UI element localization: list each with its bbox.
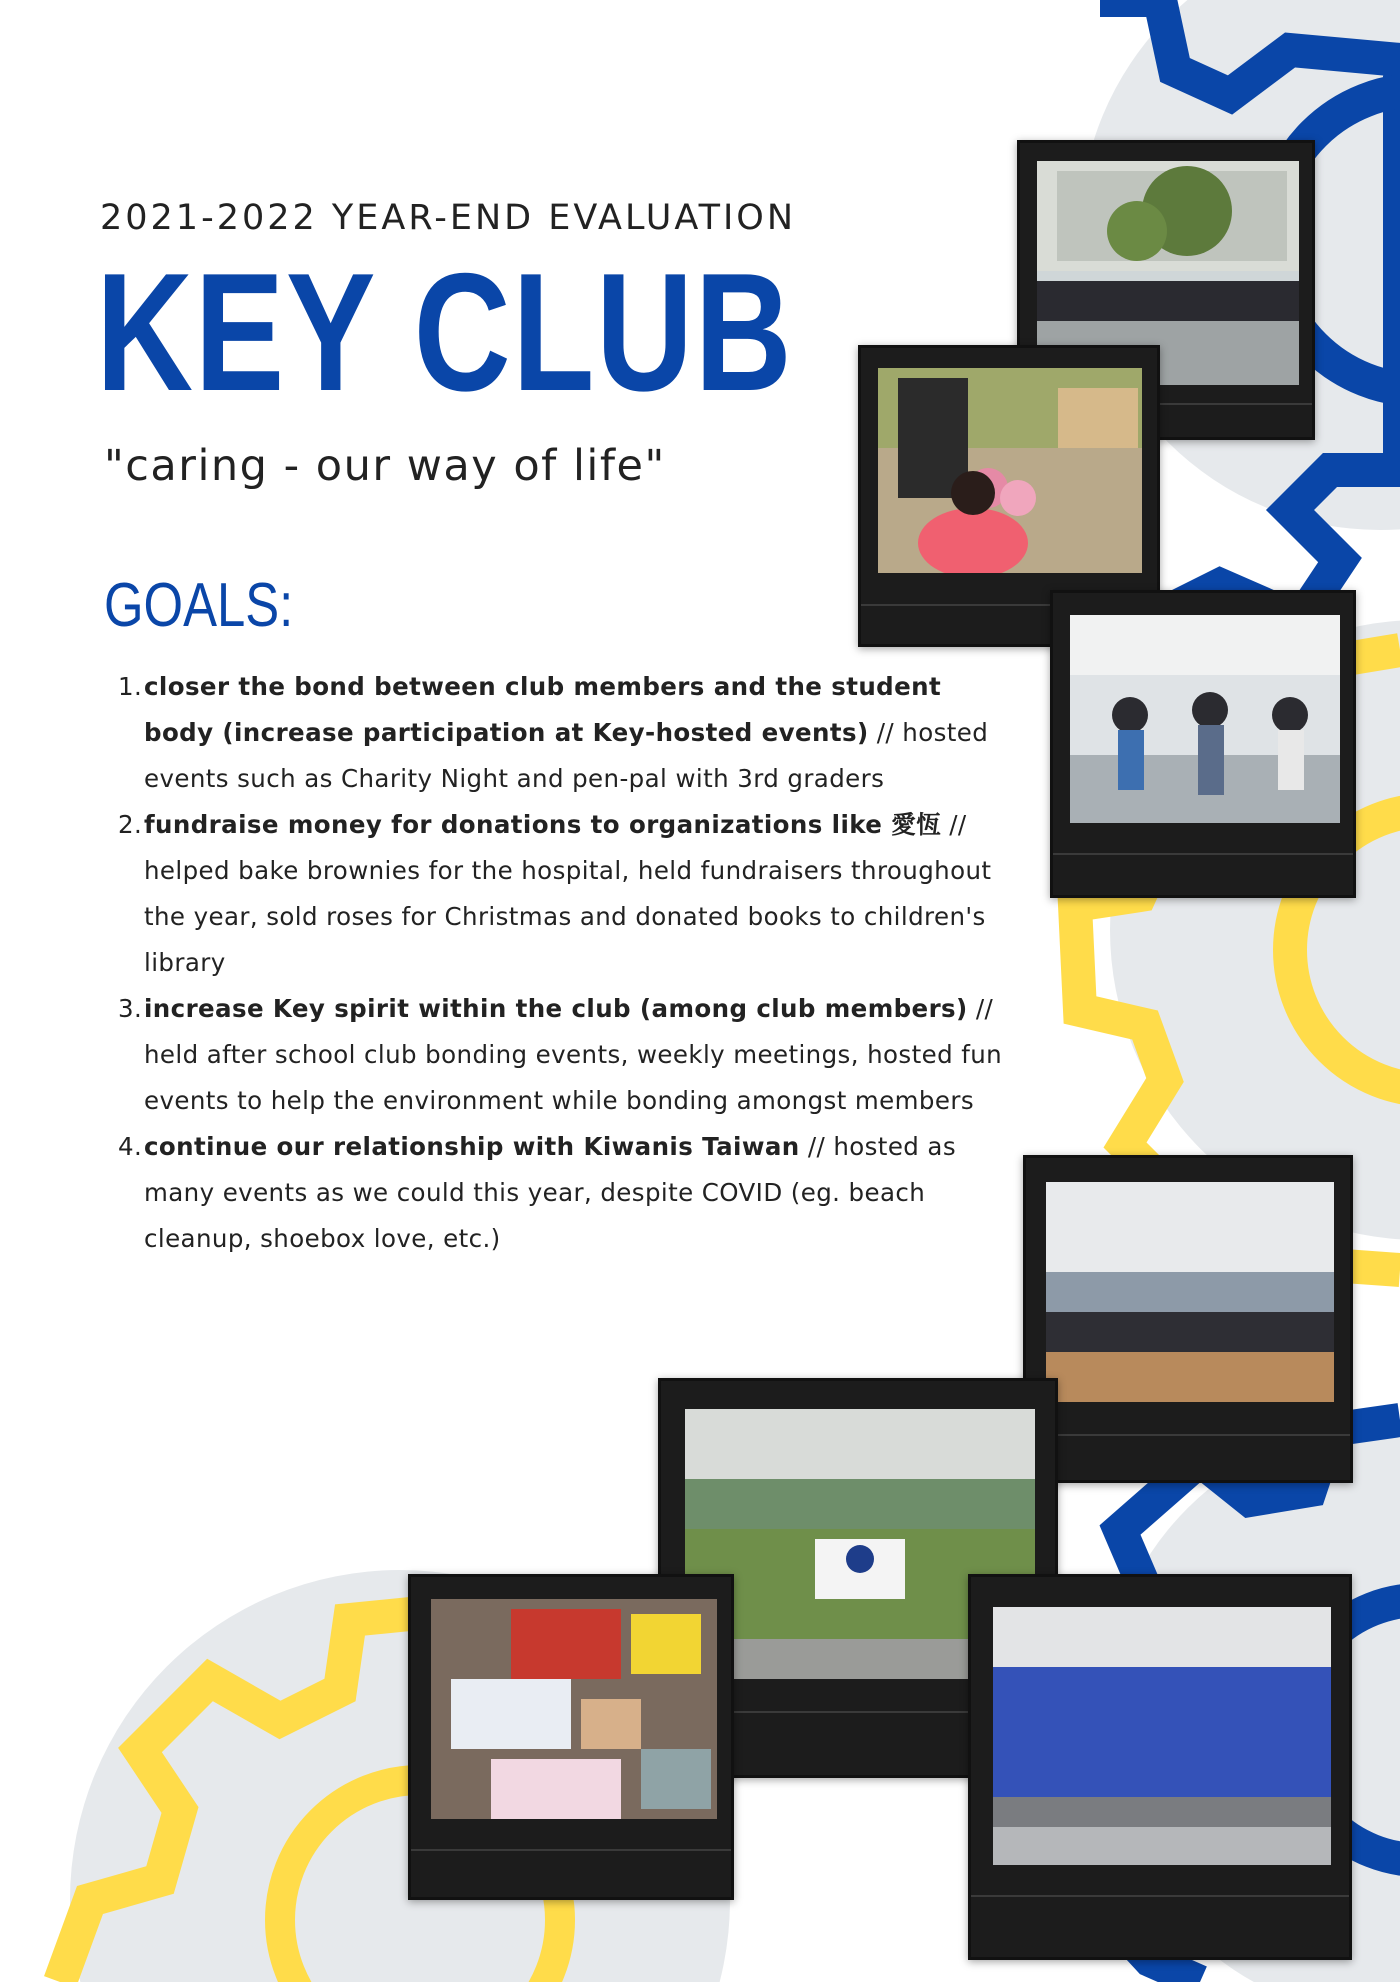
evaluation-subtitle: 2021-2022 YEAR-END EVALUATION (100, 198, 797, 238)
goal-title: continue our relationship with Kiwanis Taiwan (144, 1132, 800, 1161)
goal-item (118, 986, 1018, 1124)
photo-frame (1050, 590, 1356, 898)
photo-kitchen-baking (1070, 615, 1340, 823)
page-title: KEY CLUB (96, 238, 794, 426)
goal-number: 1. (118, 672, 143, 701)
goal-item (118, 1124, 1018, 1262)
goals-list (118, 664, 1018, 1262)
photo-frame (1023, 1155, 1353, 1483)
goal-number: 2. (118, 810, 143, 839)
goal-number: 3. (118, 994, 143, 1023)
photo-shoeboxes (431, 1599, 717, 1819)
photo-frame (968, 1574, 1352, 1960)
photo-blue-shirt-group (993, 1607, 1331, 1865)
goal-detail: // helped bake brownies for the hospital, held fundraisers throughout the year, sold roses for Christmas and donated books to children's library (144, 810, 992, 977)
photo-classroom-group (1046, 1182, 1334, 1402)
goal-title: increase Key spirit within the club (among club members) (144, 994, 968, 1023)
club-motto: "caring - our way of life" (104, 441, 666, 491)
photo-roses (878, 368, 1142, 573)
goal-item (118, 664, 1018, 802)
goal-detail: // held after school club bonding events, weekly meetings, hosted fun events to help the environment while bonding amongst members (144, 994, 1003, 1115)
goal-item (118, 802, 1018, 986)
goals-heading: GOALS: (104, 571, 294, 640)
goal-detail: // hosted as many events as we could this year, despite COVID (eg. beach cleanup, shoebox love, etc.) (144, 1132, 957, 1253)
goal-number: 4. (118, 1132, 143, 1161)
goal-title: fundraise money for donations to organizations like 愛恆 (144, 810, 942, 839)
photo-frame (408, 1574, 734, 1900)
goal-detail: // hosted events such as Charity Night and pen-pal with 3rd graders (144, 718, 989, 793)
goal-title: closer the bond between club members and the student body (increase participation at Key-hosted events) (144, 672, 942, 747)
